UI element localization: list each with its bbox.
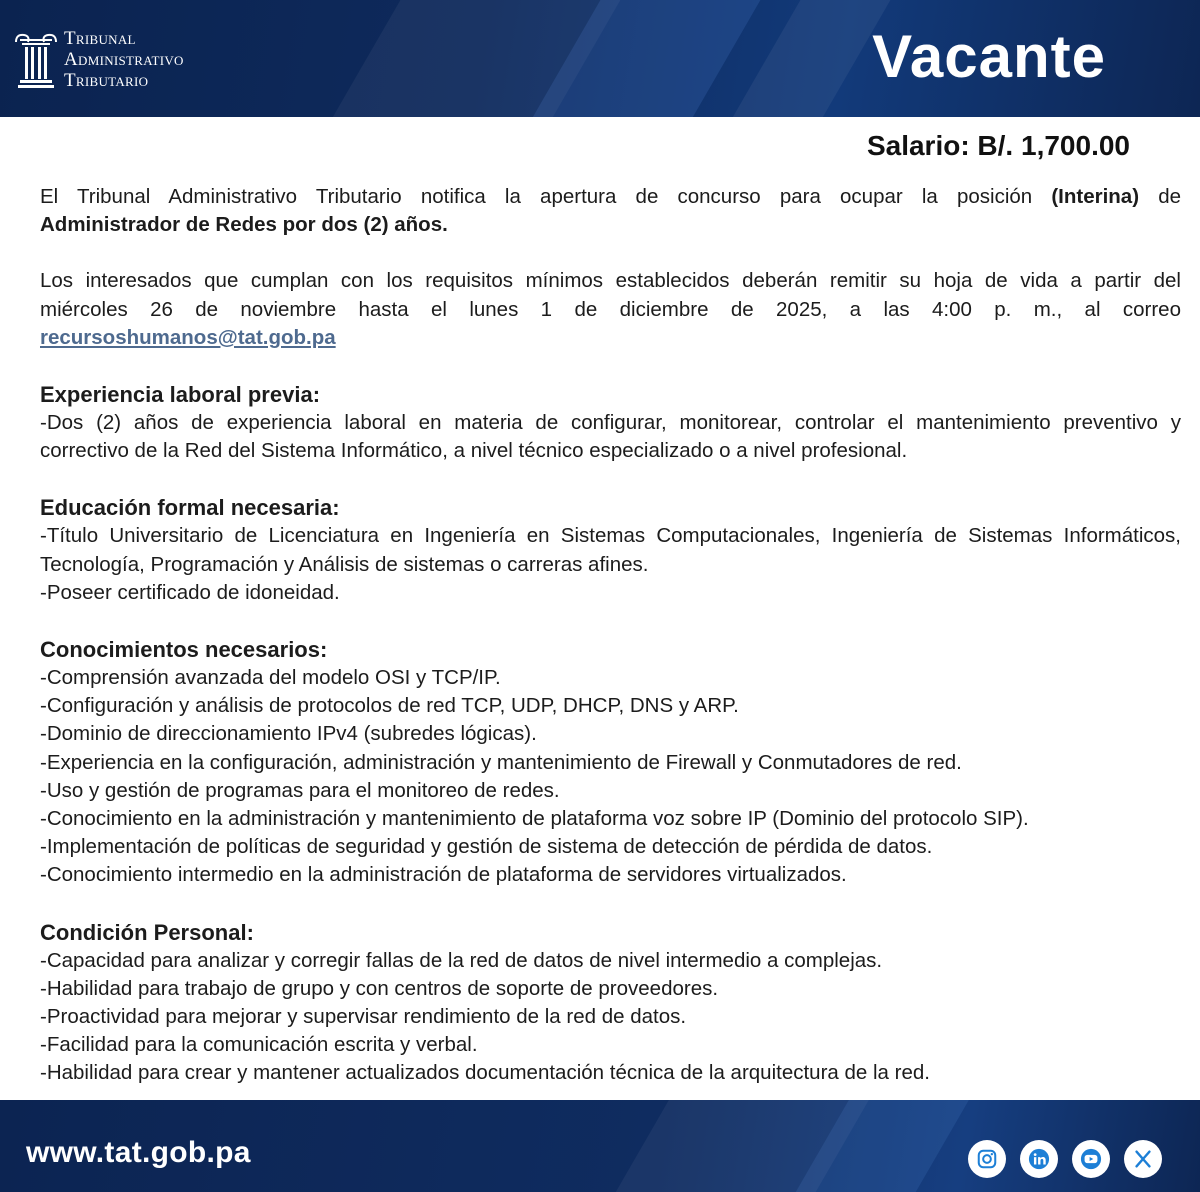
educacion-line: Tecnología, Programación y Análisis de sistemas o carreras afines.	[40, 552, 649, 576]
logo-line: Administrativo	[64, 48, 184, 70]
list-item: -Facilidad para la comunicación escrita y verbal.	[40, 1033, 478, 1057]
experiencia-line: correctivo de la Red del Sistema Informático, a nivel técnico especializado o a nivel profesional.	[40, 439, 908, 463]
list-item: -Experiencia en la configuración, administración y mantenimiento de Firewall y Conmutadores de red.	[40, 750, 962, 774]
email-line	[40, 324, 1181, 352]
section-title-educacion: Educación formal necesaria:	[40, 495, 340, 521]
logo-line: Tribunal	[64, 27, 136, 49]
website-link[interactable]: www.tat.gob.pa	[26, 1136, 251, 1169]
instructions-line-2: miércoles 26 de noviembre hasta el lunes 1 de diciembre de 2025, a las 4:00 p. m., al correo	[40, 297, 1181, 321]
list-item: -Proactividad para mejorar y supervisar rendimiento de la red de datos.	[40, 1005, 687, 1029]
youtube-link[interactable]	[1072, 1140, 1110, 1178]
youtube-icon	[1080, 1148, 1102, 1170]
linkedin-icon	[1028, 1148, 1050, 1170]
experiencia-line: -Dos (2) años de experiencia laboral en materia de configurar, monitorear, controlar el mantenimiento preventivo y	[40, 411, 1181, 435]
salary-label: Salario: B/. 1,700.00	[866, 130, 1130, 161]
position-title: Administrador de Redes por dos (2) años.	[40, 213, 448, 237]
section-title-conocimientos: Conocimientos necesarios:	[40, 637, 328, 663]
position-type: (Interina)	[1051, 185, 1140, 208]
educacion-line: -Poseer certificado de idoneidad.	[40, 580, 340, 604]
announcement-body	[40, 183, 1181, 1088]
section-title-condicion: Condición Personal:	[40, 919, 254, 945]
instagram-icon	[976, 1148, 998, 1170]
email-link[interactable]: recursoshumanos@tat.gob.pa	[40, 325, 336, 349]
list-item: -Comprensión avanzada del modelo OSI y TCP/IP.	[40, 666, 501, 690]
logo-line: Tributario	[64, 69, 149, 91]
column-emblem-icon	[12, 28, 60, 90]
list-item: -Conocimiento intermedio en la administración de plataforma de servidores virtualizados.	[40, 863, 847, 887]
list-item: -Configuración y análisis de protocolos de red TCP, UDP, DHCP, DNS y ARP.	[40, 694, 739, 718]
list-item: -Capacidad para analizar y corregir fallas de la red de datos de nivel intermedio a complejas.	[40, 948, 883, 972]
intro-line-2	[40, 211, 1181, 239]
educacion-line: -Título Universitario de Licenciatura en Ingeniería en Sistemas Computacionales, Ingeniería de Sistemas Informáticos,	[40, 524, 1181, 548]
list-item: -Dominio de direccionamiento IPv4 (subredes lógicas).	[40, 722, 537, 746]
section-title-experiencia: Experiencia laboral previa:	[40, 382, 321, 408]
list-item: -Uso y gestión de programas para el monitoreo de redes.	[40, 778, 560, 802]
footer-banner	[0, 1100, 1200, 1192]
instagram-link[interactable]	[968, 1140, 1006, 1178]
x-icon	[1132, 1148, 1154, 1170]
list-item: -Implementación de políticas de seguridad y gestión de sistema de detección de pérdida de datos.	[40, 835, 933, 859]
list-item: -Habilidad para trabajo de grupo y con centros de soporte de proveedores.	[40, 976, 719, 1000]
tribunal-logo	[12, 26, 184, 92]
intro-text: El Tribunal Administrativo Tributario notifica la apertura de concurso para ocupar la posición	[40, 185, 1052, 208]
list-item: -Habilidad para crear y mantener actualizados documentación técnica de la arquitectura de la red.	[40, 1061, 930, 1085]
linkedin-link[interactable]	[1020, 1140, 1058, 1178]
logo-text	[64, 28, 184, 91]
x-link[interactable]	[1124, 1140, 1162, 1178]
list-item: -Conocimiento en la administración y mantenimiento de plataforma voz sobre IP (Dominio del protocolo SIP).	[40, 807, 1029, 831]
header-banner	[0, 0, 1200, 117]
intro-text: de	[1139, 185, 1182, 208]
instructions-line-1: Los interesados que cumplan con los requisitos mínimos establecidos deberán remitir su hoja de vida a partir del	[40, 269, 1181, 293]
intro-line-1	[40, 183, 1181, 211]
social-links	[968, 1140, 1162, 1178]
page-title: Vacante	[872, 23, 1106, 90]
